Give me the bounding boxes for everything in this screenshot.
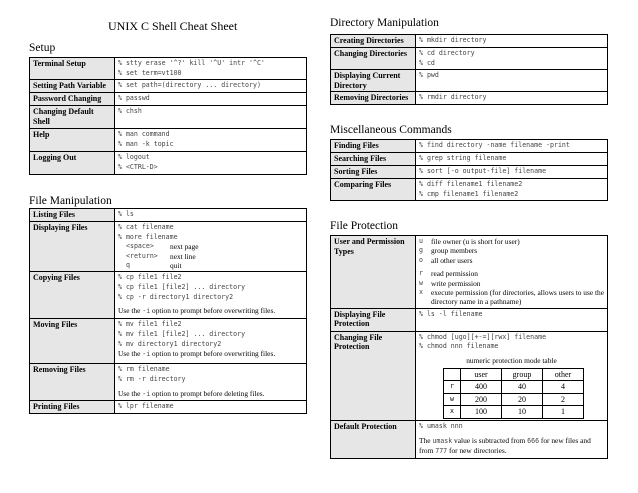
mode-table — [443, 368, 584, 419]
page-title: UNIX C Shell Cheat Sheet — [108, 19, 238, 33]
row-label: Creating Directories — [331, 35, 416, 48]
displaying-files-label: Displaying Files — [30, 222, 115, 272]
listing-files-cmd: % ls — [118, 210, 134, 218]
row-label: Sorting Files — [331, 166, 416, 179]
setup-table — [29, 57, 307, 175]
perm-type-row: w write permission — [419, 278, 481, 288]
mode-table-cell: 20 — [502, 393, 543, 406]
more-key-row: q quit — [126, 261, 182, 270]
removing-files-label: Removing Files — [30, 364, 115, 401]
removing-note: Use the -i option to prompt before deleting files. — [118, 388, 265, 398]
more-key-row: <space> next page — [126, 242, 199, 252]
user-type-row: g group members — [419, 246, 478, 256]
perm-type-row: x execute permission (for directories, allows users to use the directory name in a pathname) — [419, 288, 605, 307]
row-label: Finding Files — [331, 140, 416, 153]
row-label: Help — [30, 129, 115, 152]
file-manipulation-heading: File Manipulation — [29, 195, 112, 207]
row-label: Comparing Files — [331, 179, 416, 201]
copying-files-label: Copying Files — [30, 272, 115, 319]
mode-table-header: other — [543, 368, 584, 381]
moving-note: Use the -i option to prompt before overwriting files. — [118, 349, 276, 359]
misc-heading: Miscellaneous Commands — [330, 124, 452, 136]
moving-cmd: % mv directory1 directory2 — [118, 339, 222, 348]
umask-note: from 777 for new directories. — [419, 446, 507, 456]
user-type-row: u file owner (u is short for user) — [419, 237, 520, 246]
displaying-cmd: % more filename — [118, 232, 178, 241]
perm-type-row: r read permission — [419, 269, 478, 279]
command-line: % man command — [118, 130, 170, 139]
moving-files-label: Moving Files — [30, 319, 115, 364]
printing-files-label: Printing Files — [30, 401, 115, 414]
mode-table-cell: 40 — [502, 381, 543, 394]
row-label: Searching Files — [331, 153, 416, 166]
copying-cmd: % cp file1 file2 — [118, 273, 182, 282]
mode-table-cell: w — [444, 393, 461, 406]
listing-files-label: Listing Files — [30, 209, 115, 222]
command-line: % <CTRL-D> — [118, 162, 158, 171]
mode-table-title: numeric protection mode table — [466, 356, 557, 366]
directory-heading: Directory Manipulation — [330, 17, 439, 29]
mode-table-header — [444, 368, 461, 381]
copying-cmd: % cp file1 [file2] ... directory — [118, 283, 246, 291]
copying-cmd: % cp -r directory1 directory2 — [118, 292, 234, 301]
copying-note: Use the -i option to prompt before overwriting files. — [118, 306, 276, 316]
printing-cmd: % lpr filename — [118, 402, 174, 411]
command-line: % cmp filename1 filename2 — [419, 189, 519, 198]
mode-table-header: group — [502, 368, 543, 381]
mode-table-cell: 200 — [461, 393, 502, 406]
chmod-cmd: % chmod nnn filename — [419, 342, 499, 351]
command-line: % sort [-o output-file] filename — [419, 167, 547, 175]
mode-table-header: user — [461, 368, 502, 381]
mode-table-cell: 2 — [543, 393, 584, 406]
protection-table — [330, 235, 608, 459]
umask-note: The umask value is subtracted from 666 for new files and — [419, 435, 591, 445]
row-label: Password Changing — [30, 93, 115, 106]
command-line: % set term=vt100 — [118, 68, 182, 77]
directory-table — [330, 34, 608, 105]
command-line: % man -k topic — [118, 139, 174, 148]
command-line: % rmdir directory — [419, 93, 487, 102]
mode-table-cell: 10 — [502, 406, 543, 419]
mode-table-cell: 1 — [543, 406, 584, 419]
more-keys-list — [118, 242, 303, 270]
moving-cmd: % mv file1 file2 — [118, 320, 182, 329]
mode-table-cell: 4 — [543, 381, 584, 394]
command-line: % diff filename1 filename2 — [419, 180, 523, 188]
moving-cmd: % mv file1 [file2] ... directory — [118, 330, 246, 338]
row-label: Changing Directories — [331, 48, 416, 70]
removing-cmd: % rm filename — [118, 365, 170, 374]
command-line: % chsh — [118, 107, 142, 116]
displaying-cmd: % cat filename — [118, 223, 174, 231]
command-line: % cd directory — [419, 49, 475, 57]
perm-types-label: User and Permission Types — [331, 236, 416, 309]
command-line: % cd — [419, 58, 435, 67]
umask-cmd: % umask nnn — [419, 422, 463, 430]
mode-table-cell: r — [444, 381, 461, 394]
misc-table — [330, 139, 608, 201]
command-line: % pwd — [419, 71, 439, 80]
chmod-cmd: % chmod [ugo][+-=][rwx] filename — [419, 332, 547, 341]
file-manipulation-table — [29, 208, 307, 414]
command-line: % find directory -name filename -print — [419, 141, 570, 149]
row-label: Changing Default Shell — [30, 106, 115, 129]
changing-protection-label: Changing File Protection — [331, 331, 416, 420]
setup-heading: Setup — [29, 42, 56, 54]
command-line: % logout — [118, 153, 150, 162]
protection-heading: File Protection — [330, 220, 399, 232]
mode-table-cell: 100 — [461, 406, 502, 419]
command-line: % set path=(directory ... directory) — [118, 81, 261, 90]
user-type-row: o all other users — [419, 255, 473, 265]
displaying-protection-cmd: % ls -l filename — [419, 309, 483, 318]
mode-table-cell: 400 — [461, 381, 502, 394]
command-line: % passwd — [118, 94, 150, 103]
default-protection-label: Default Protection — [331, 421, 416, 459]
command-line: % stty erase '^?' kill '^U' intr '^C' — [118, 59, 265, 67]
row-label: Terminal Setup — [30, 58, 115, 80]
more-key-row: <return> next line — [126, 251, 196, 261]
command-line: % mkdir directory — [419, 36, 487, 44]
command-line: % grep string filename — [419, 154, 507, 162]
row-label: Removing Directories — [331, 92, 416, 105]
row-label: Logging Out — [30, 152, 115, 175]
displaying-protection-label: Displaying File Protection — [331, 308, 416, 331]
mode-table-cell: x — [444, 406, 461, 419]
row-label: Displaying Current Directory — [331, 70, 416, 92]
removing-cmd: % rm -r directory — [118, 375, 186, 383]
row-label: Setting Path Variable — [30, 80, 115, 93]
